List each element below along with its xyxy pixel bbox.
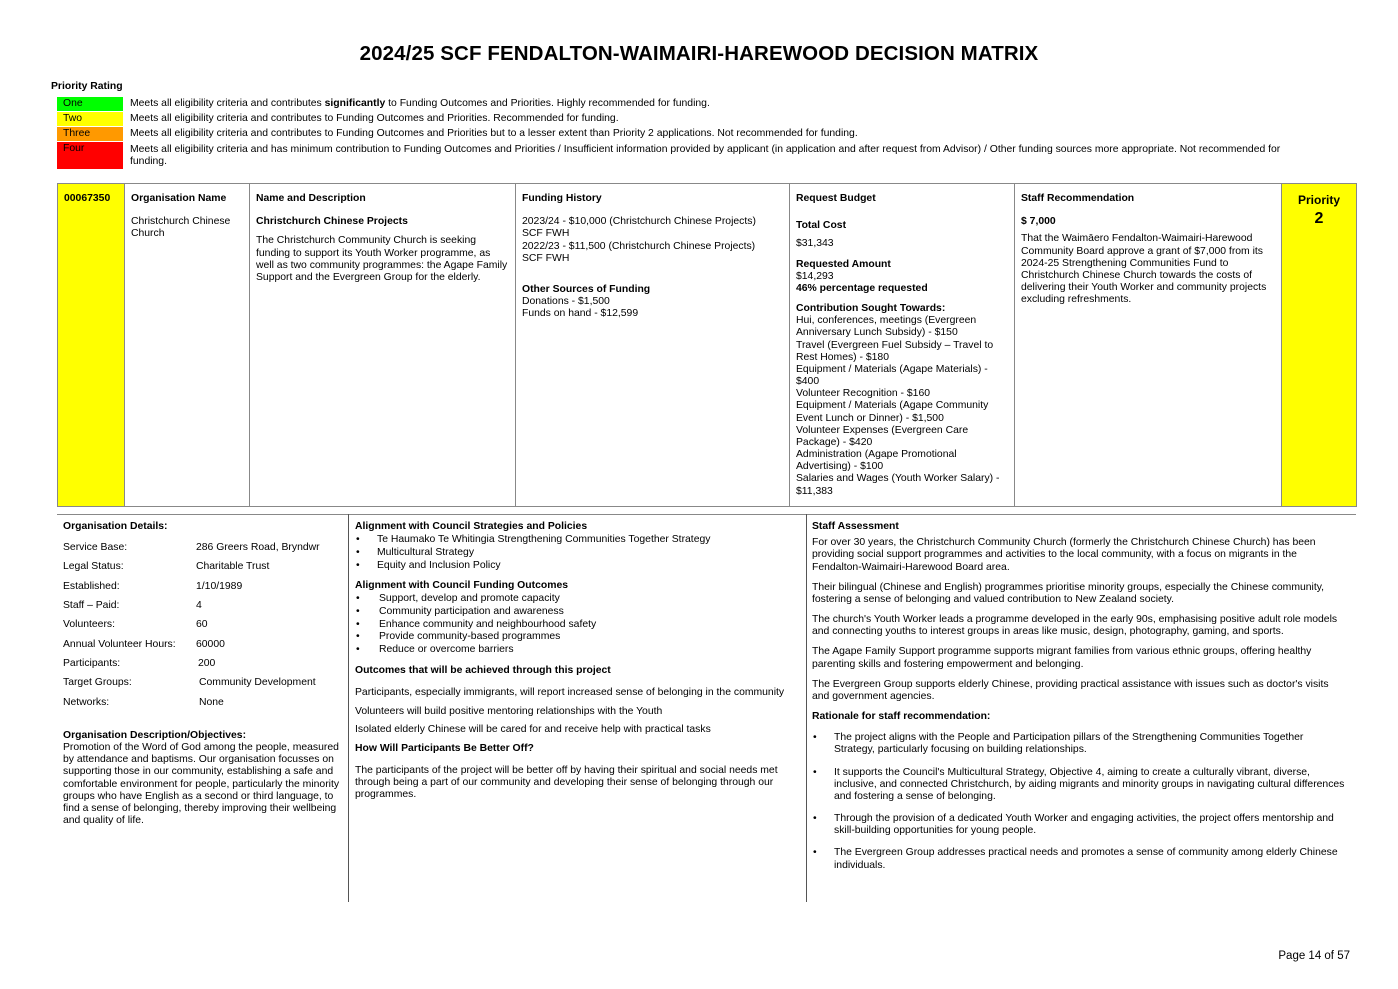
priority-cell xyxy=(1282,184,1357,507)
detail-row: Annual Volunteer Hours: 60000 xyxy=(63,638,225,650)
rationale-list xyxy=(812,732,1347,872)
detail-row: Legal Status: Charitable Trust xyxy=(63,561,270,573)
list-item: • Reduce or overcome barriers xyxy=(355,644,800,657)
contribution-item: Equipment / Materials (Agape Community Event Lunch or Dinner) - $1,500 xyxy=(796,400,989,424)
outcomes-title: Alignment with Council Funding Outcomes xyxy=(355,579,568,591)
section-divider xyxy=(57,514,1356,515)
total-cost-label: Total Cost xyxy=(796,220,847,232)
staff-assessment xyxy=(812,521,1347,882)
percentage-requested: 46% percentage requested xyxy=(796,282,928,294)
other-sources-title: Other Sources of Funding xyxy=(522,283,651,295)
application-id-cell xyxy=(58,184,125,507)
assessment-paragraph: The Agape Family Support programme supports migrant families from various ethnic groups, offering healthy parenting skills and fostering empowerment and belonging. xyxy=(812,646,1312,670)
alignment-section xyxy=(355,521,800,802)
org-description-title: Organisation Description/Objectives: xyxy=(63,729,247,741)
column-divider xyxy=(806,514,807,902)
staff-assessment-title: Staff Assessment xyxy=(812,521,899,532)
organisation-name: Christchurch Chinese Church xyxy=(131,216,231,240)
requested-value: $14,293 xyxy=(796,270,834,282)
contribution-item: Administration (Agape Promotional Advertising) - $100 xyxy=(796,449,957,473)
detail-row: Volunteers: 60 xyxy=(63,619,208,631)
contribution-item: Volunteer Expenses (Evergreen Care Package) - $420 xyxy=(796,424,969,448)
strategies-title: Alignment with Council Strategies and Policies xyxy=(355,521,588,532)
page-number: Page 14 of 57 xyxy=(1278,950,1350,962)
priority-four-chip: Four xyxy=(57,142,123,169)
contribution-item: Travel (Evergreen Fuel Subsidy – Travel to Rest Homes) - $180 xyxy=(796,339,994,363)
total-cost-value: $31,343 xyxy=(796,238,834,250)
detail-row: Service Base: 286 Greers Road, Bryndwr xyxy=(63,542,320,554)
assessment-paragraph: For over 30 years, the Christchurch Community Church (formerly the Christchurch Chinese Church) has been providing social support programmes and activities to the local community, with a focus on migrants in the Fendalton-Waimairi-Harewood Board area. xyxy=(812,537,1316,573)
contribution-item: Hui, conferences, meetings (Evergreen Anniversary Lunch Subsidy) - $150 xyxy=(796,315,977,339)
priority-two-desc: Meets all eligibility criteria and contributes to Funding Outcomes and Priorities. Recommended for funding. xyxy=(130,113,619,124)
priority-three-chip: Three xyxy=(57,127,123,141)
list-item: • Community participation and awareness xyxy=(355,606,800,619)
funding-history-header: Funding History xyxy=(522,193,602,204)
funding-history-line: SCF FWH xyxy=(522,252,570,264)
achieved-item: Participants, especially immigrants, will report increased sense of belonging in the community xyxy=(355,687,785,699)
list-item: • Through the provision of a dedicated Youth Worker and engaging activities, the project offers mentorship and skill-building opportunities for young people. xyxy=(812,813,1347,837)
staff-recommendation-amount: $ 7,000 xyxy=(1021,216,1056,228)
list-item: • The project aligns with the People and Participation pillars of the Strengthening Communities Together Strategy, particularly focusing on building relationships. xyxy=(812,732,1347,756)
other-source-line: Funds on hand - $12,599 xyxy=(522,308,639,320)
project-name: Christchurch Chinese Projects xyxy=(256,216,408,228)
organisation-header: Organisation Name xyxy=(131,193,227,204)
list-item: • Support, develop and promote capacity xyxy=(355,593,800,606)
application-table xyxy=(57,183,1357,507)
contribution-item: Equipment / Materials (Agape Materials) - $400 xyxy=(796,363,988,388)
column-divider xyxy=(348,514,349,902)
requested-label: Requested Amount xyxy=(796,258,891,270)
priority-label: Priority xyxy=(1297,193,1340,207)
contribution-item: Volunteer Recognition - $160 xyxy=(796,388,931,400)
detail-row: Participants: 200 xyxy=(63,657,216,669)
priority-rating-title: Priority Rating xyxy=(51,81,123,92)
detail-row: Target Groups: Community Development xyxy=(63,677,316,689)
staff-recommendation-text: That the Waimāero Fendalton-Waimairi-Harewood Community Board approve a grant of $7,000 from its 2024-25 Strengthening Communities Fund to Christchurch Chinese Church towards the costs of delivering their Youth Worker and community projects excluding refreshments. xyxy=(1021,233,1267,306)
detail-row: Staff – Paid: 4 xyxy=(63,600,202,612)
organisation-cell xyxy=(125,184,250,507)
achieved-item: Isolated elderly Chinese will be cared for and receive help with practical tasks xyxy=(355,723,711,735)
priority-value: 2 xyxy=(1314,210,1324,228)
org-description: Promotion of the Word of God among the people, measured by attendance and baptisms. Our organisation focusses on supporting those in our community, establishing a safe and comfortable environment for people, particularly the minority groups who have English as a second or third language, to find a sense of belonging, thereby improving their wellbeing and quality of life. xyxy=(63,742,340,827)
description-cell xyxy=(250,184,516,507)
funding-history-line: 2022/23 - $11,500 (Christchurch Chinese Projects) xyxy=(522,240,756,252)
detail-row: Networks: None xyxy=(63,696,224,708)
list-item: • The Evergreen Group addresses practical needs and promotes a sense of community among elderly Chinese individuals. xyxy=(812,847,1347,871)
assessment-paragraph: The Evergreen Group supports elderly Chinese, providing practical assistance with issues such as doctor's visits and government agencies. xyxy=(812,678,1329,702)
contribution-title: Contribution Sought Towards: xyxy=(796,303,946,315)
contribution-item: Salaries and Wages (Youth Worker Salary) - $11,383 xyxy=(796,473,1000,497)
priority-two-chip: Two xyxy=(57,112,123,126)
organisation-details xyxy=(63,521,345,827)
list-item: • Te Haumako Te Whitingia Strengthening Communities Together Strategy xyxy=(355,534,800,547)
detail-row: Established: 1/10/1989 xyxy=(63,580,243,592)
list-item: • Multicultural Strategy xyxy=(355,547,800,560)
rationale-title: Rationale for staff recommendation: xyxy=(812,711,991,723)
assessment-paragraph: The church's Youth Worker leads a programme developed in the early 90s, emphasising positive adult role models and connecting youths to interest groups in areas like music, design, photography, gaming, and sports. xyxy=(812,614,1338,638)
staff-recommendation-header: Staff Recommendation xyxy=(1021,193,1135,204)
application-id: 00067350 xyxy=(64,193,111,204)
achieved-item: Volunteers will build positive mentoring relationships with the Youth xyxy=(355,705,663,717)
funding-history-line: SCF FWH xyxy=(522,228,570,240)
priority-one-chip: One xyxy=(57,97,123,111)
funding-history-line: 2023/24 - $10,000 (Christchurch Chinese Projects) xyxy=(522,216,756,228)
request-budget-cell xyxy=(790,184,1015,507)
assessment-paragraph: Their bilingual (Chinese and English) programmes prioritise minority groups, especially the Chinese community, fostering a sense of belonging and valued contribution to New Zealand society. xyxy=(812,581,1325,605)
project-description: The Christchurch Community Church is seeking funding to support its Youth Worker programme, as well as two community programmes: the Agape Family Support and the Evergreen Group for the elderly. xyxy=(256,235,508,283)
better-off-text: The participants of the project will be better off by having their spiritual and social needs met through being a part of our community and developing their sense of belonging through our programmes. xyxy=(355,765,778,801)
org-details-title: Organisation Details: xyxy=(63,521,168,532)
page-title: 2024/25 SCF FENDALTON-WAIMAIRI-HAREWOOD DECISION MATRIX xyxy=(359,42,1039,65)
list-item: • Provide community-based programmes xyxy=(355,631,800,644)
priority-one-desc: Meets all eligibility criteria and contributes significantly to Funding Outcomes and Priorities. Highly recommended for funding. xyxy=(130,98,710,109)
list-item: • Enhance community and neighbourhood safety xyxy=(355,619,800,632)
achieved-title: Outcomes that will be achieved through this project xyxy=(355,665,611,677)
request-budget-header: Request Budget xyxy=(796,193,876,204)
better-off-title: How Will Participants Be Better Off? xyxy=(355,742,534,754)
funding-history-cell xyxy=(516,184,790,507)
list-item: • Equity and Inclusion Policy xyxy=(355,560,800,573)
staff-recommendation-cell xyxy=(1015,184,1282,507)
outcomes-list xyxy=(355,593,800,658)
strategies-list xyxy=(355,534,800,572)
description-header: Name and Description xyxy=(256,193,366,204)
priority-three-desc: Meets all eligibility criteria and contributes to Funding Outcomes and Priorities but to a lesser extent than Priority 2 applications. Not recommended for funding. xyxy=(130,128,858,139)
other-source-line: Donations - $1,500 xyxy=(522,296,610,308)
list-item: • It supports the Council's Multicultural Strategy, Objective 4, aiming to create a culturally vibrant, diverse, inclusive, and connected Christchurch, by aiding migrants and minority groups in navigating cultural differences and fostering a sense of belonging. xyxy=(812,767,1347,804)
priority-four-desc: Meets all eligibility criteria and has minimum contribution to Funding Outcomes and Priorities / Insufficient information provided by applicant (in application and after request from Advisor) / Other funding sources more appropriate. Not recommended for funding. xyxy=(130,144,1281,168)
